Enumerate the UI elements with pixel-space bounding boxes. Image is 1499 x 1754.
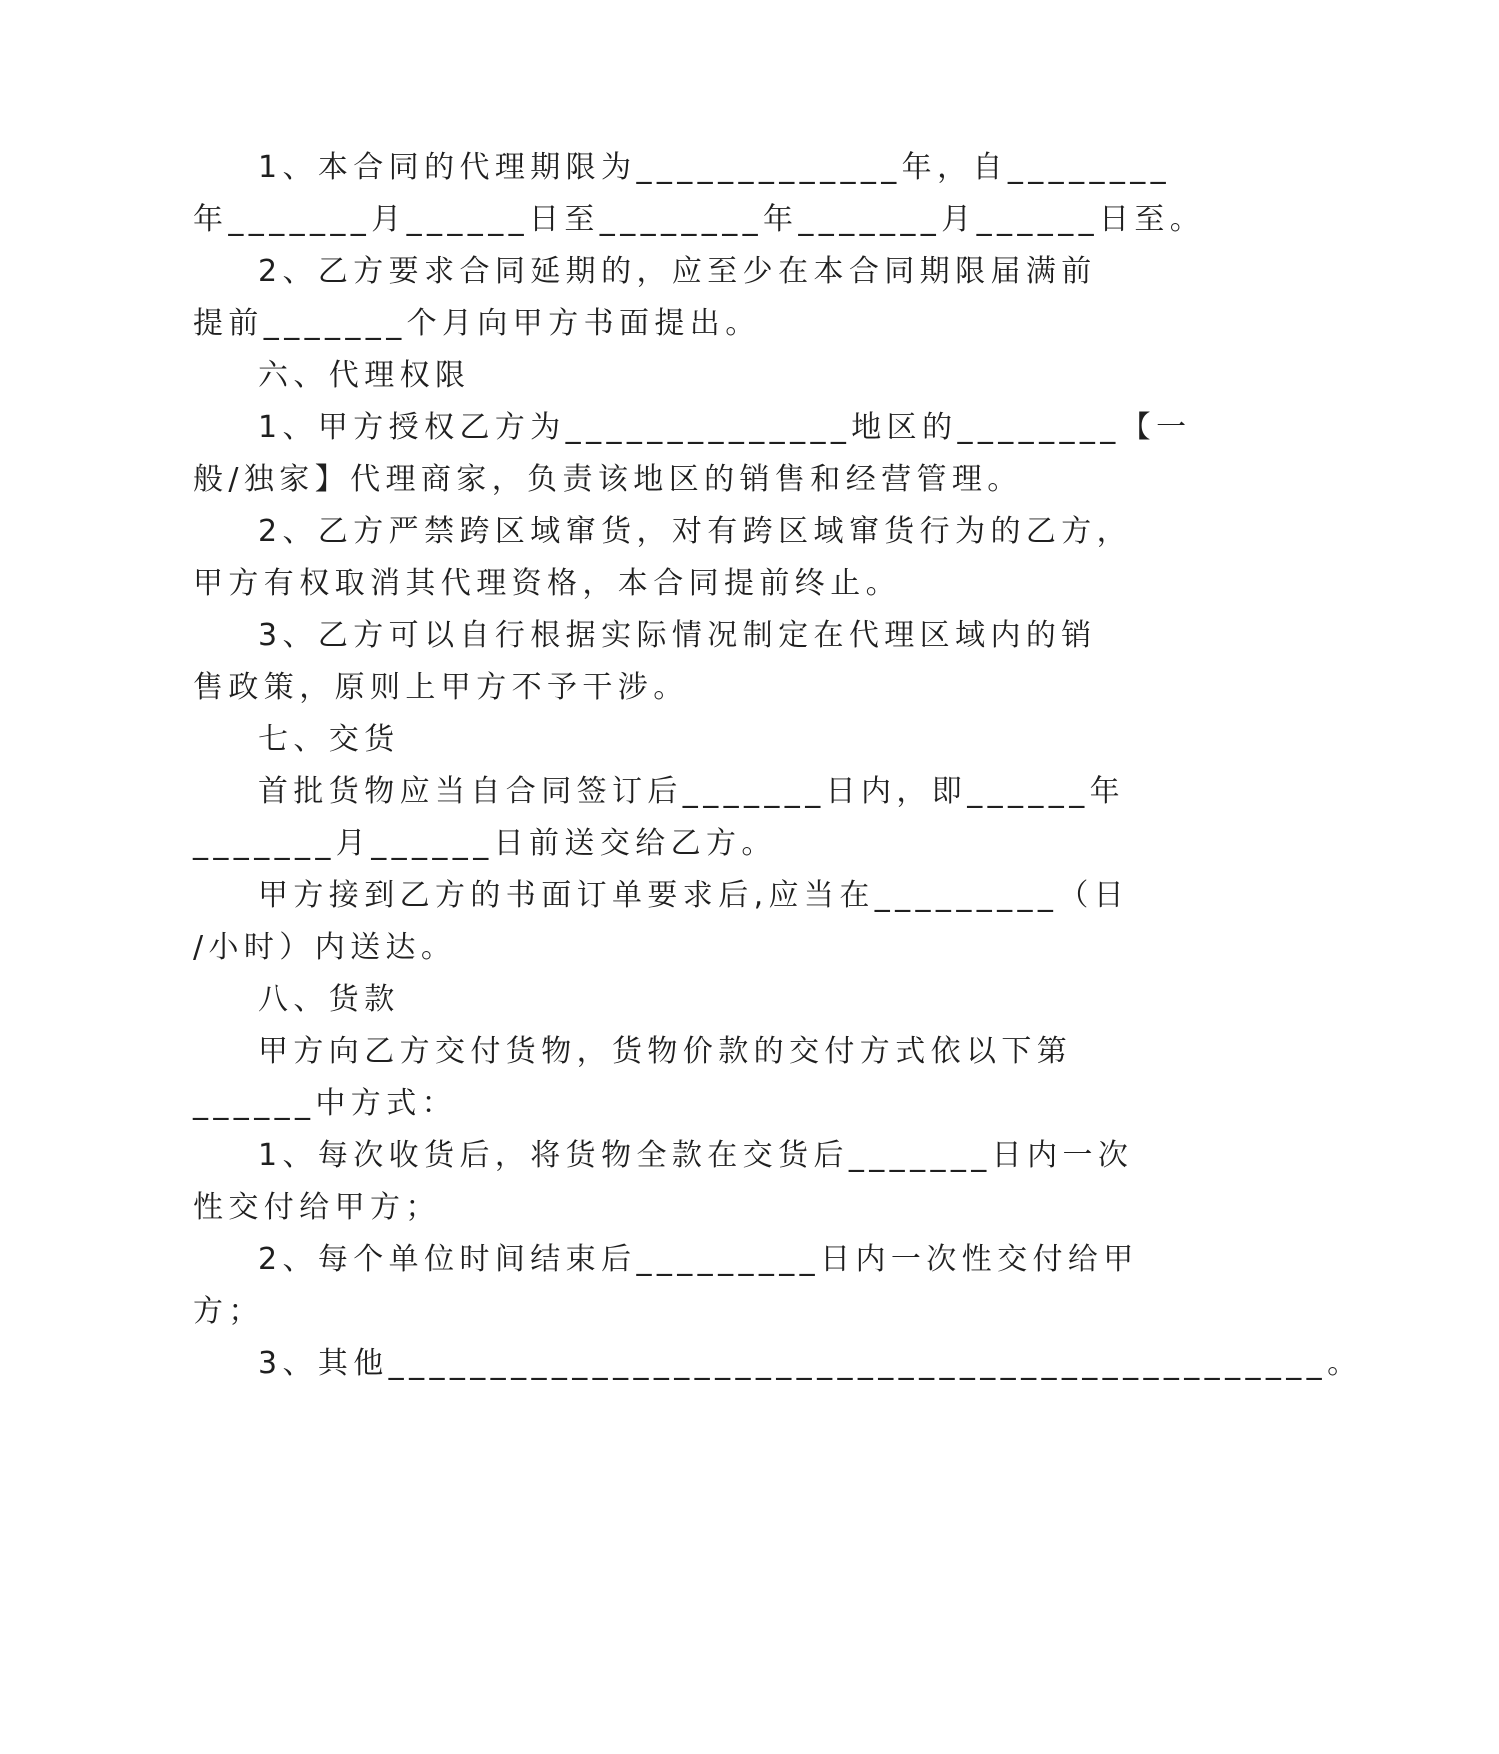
payment-intro-line-2: ______中方式： <box>193 1086 457 1121</box>
term-clause-1-line-2: 年_______月______日至________年_______月______日至。 <box>193 202 1206 237</box>
payment-option-1-line-2: 性交付给甲方； <box>193 1190 441 1225</box>
payment-option-1-line-1: 1、每次收货后，将货物全款在交货后_______日内一次 <box>258 1138 1134 1173</box>
delivery-para-1-line-1: 首批货物应当自合同签订后_______日内，即______年 <box>258 774 1125 809</box>
authority-clause-2-line-1: 2、乙方严禁跨区域窜货，对有跨区域窜货行为的乙方， <box>258 514 1133 549</box>
payment-option-2-line-1: 2、每个单位时间结束后_________日内一次性交付给甲 <box>258 1242 1139 1277</box>
payment-option-3: 3、其他______________________________________________。 <box>258 1346 1363 1381</box>
term-clause-1-line-1: 1、本合同的代理期限为_____________年，自________ <box>258 150 1172 185</box>
section-heading-delivery: 七、交货 <box>258 722 400 757</box>
delivery-para-1-line-2: _______月______日前送交给乙方。 <box>193 826 777 861</box>
section-heading-payment: 八、货款 <box>258 982 400 1017</box>
authority-clause-1-line-2: 般/独家】代理商家，负责该地区的销售和经营管理。 <box>193 462 1023 497</box>
payment-option-2-line-2: 方； <box>193 1294 264 1329</box>
delivery-para-2-line-1: 甲方接到乙方的书面订单要求后,应当在_________（日 <box>258 878 1130 913</box>
term-clause-2-line-1: 2、乙方要求合同延期的，应至少在本合同期限届满前 <box>258 254 1097 289</box>
section-heading-authority: 六、代理权限 <box>258 358 471 393</box>
delivery-para-2-line-2: /小时）内送达。 <box>193 930 457 965</box>
term-clause-2-line-2: 提前_______个月向甲方书面提出。 <box>193 306 761 341</box>
authority-clause-3-line-1: 3、乙方可以自行根据实际情况制定在代理区域内的销 <box>258 618 1097 653</box>
authority-clause-2-line-2: 甲方有权取消其代理资格，本合同提前终止。 <box>193 566 901 601</box>
payment-intro-line-1: 甲方向乙方交付货物，货物价款的交付方式依以下第 <box>258 1034 1073 1069</box>
authority-clause-3-line-2: 售政策，原则上甲方不予干涉。 <box>193 670 689 705</box>
authority-clause-1-line-1: 1、甲方授权乙方为______________地区的________【一 <box>258 410 1192 445</box>
